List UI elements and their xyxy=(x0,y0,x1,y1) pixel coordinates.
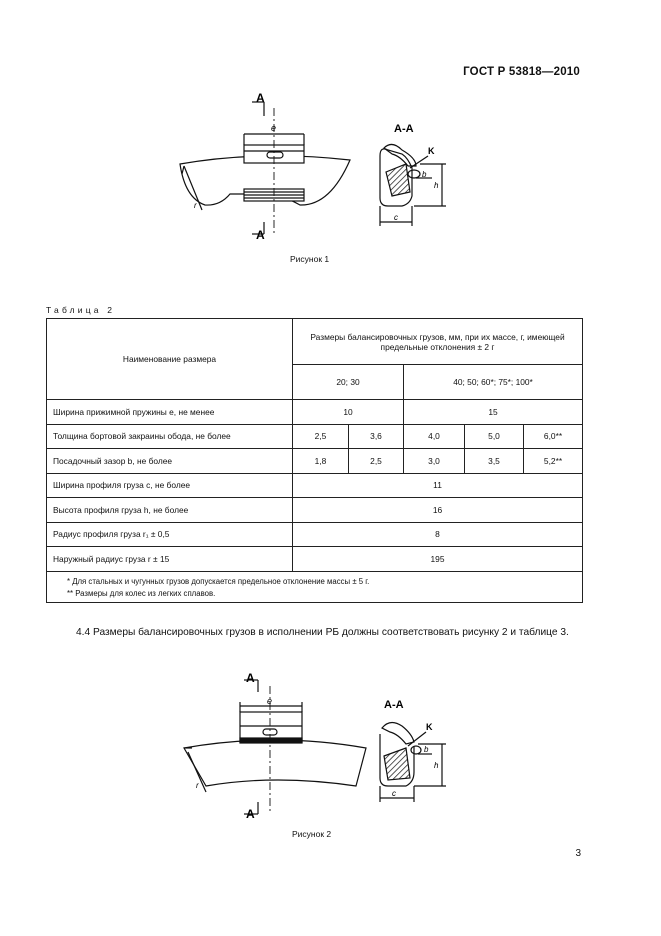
cell: 2,5 xyxy=(349,449,404,474)
dim-e-label: е xyxy=(267,696,273,706)
section-marker-top: А xyxy=(256,91,265,105)
dim-r-label: r xyxy=(194,201,197,210)
dim-h-label: h xyxy=(434,181,439,190)
header-col2: 40; 50; 60*; 75*; 100* xyxy=(404,365,583,400)
row-name: Наружный радиус груза r ± 15 xyxy=(47,547,293,572)
figure-1-drawing xyxy=(170,88,470,248)
cell: 3,6 xyxy=(349,424,404,449)
footnote-2: ** Размеры для колес из легких сплавов. xyxy=(67,588,216,598)
cell: 15 xyxy=(404,400,583,425)
dim-c-label: с xyxy=(392,789,396,798)
row-name: Посадочный зазор b, не более xyxy=(47,449,293,474)
cell: 4,0 xyxy=(404,424,465,449)
cell: 3,0 xyxy=(404,449,465,474)
cell: 8 xyxy=(293,522,583,547)
header-name: Наименование размера xyxy=(47,319,293,400)
section-title: А-А xyxy=(394,123,414,135)
cell: 3,5 xyxy=(465,449,524,474)
table-row xyxy=(47,473,583,498)
header-group: Размеры балансировочных грузов, мм, при их массе, г, имеющей предельные отклонения ± 2 г xyxy=(293,319,583,365)
figure-2-drawing xyxy=(170,668,470,828)
table-row xyxy=(47,449,583,474)
section-marker-bottom: А xyxy=(246,807,255,821)
body-paragraph: 4.4 Размеры балансировочных грузов в исполнении РБ должны соответствовать рисунку 2 и таблице 3. xyxy=(76,627,569,638)
row-name: Ширина профиля груза с, не более xyxy=(47,473,293,498)
footnote-1: * Для стальных и чугунных грузов допускается предельное отклонение массы ± 5 г. xyxy=(67,576,370,586)
dim-r-label: r xyxy=(196,781,199,790)
cell: 5,0 xyxy=(465,424,524,449)
dim-h-label: h xyxy=(434,761,439,770)
row-name: Радиус профиля груза r₁ ± 0,5 xyxy=(47,522,293,547)
document-code: ГОСТ Р 53818—2010 xyxy=(463,66,580,78)
page-number: 3 xyxy=(575,848,581,859)
cell: 6,0** xyxy=(524,424,583,449)
section-marker-top: А xyxy=(246,671,255,685)
cell: 1,8 xyxy=(293,449,349,474)
table-row xyxy=(47,424,583,449)
figure-2-caption: Рисунок 2 xyxy=(292,829,332,839)
table-caption: Таблица 2 xyxy=(46,305,116,315)
table-row xyxy=(47,498,583,523)
header-col1: 20; 30 xyxy=(293,365,404,400)
cell: 2,5 xyxy=(293,424,349,449)
dim-b-label: b xyxy=(424,745,429,754)
cell: 11 xyxy=(293,473,583,498)
k-label: K xyxy=(426,722,433,732)
table-row xyxy=(47,522,583,547)
figure-1-caption: Рисунок 1 xyxy=(290,254,330,264)
row-name: Ширина прижимной пружины е, не менее xyxy=(47,400,293,425)
section-marker-bottom: А xyxy=(256,228,265,242)
dim-e-label: е xyxy=(271,123,277,133)
cell: 10 xyxy=(293,400,404,425)
table-row xyxy=(47,400,583,425)
dim-b-label: b xyxy=(422,170,427,179)
cell: 5,2** xyxy=(524,449,583,474)
cell: 195 xyxy=(293,547,583,572)
section-title: А-А xyxy=(384,699,404,711)
table-2 xyxy=(46,318,583,603)
dim-c-label: с xyxy=(394,213,398,222)
k-label: K xyxy=(428,146,435,156)
cell: 16 xyxy=(293,498,583,523)
table-footnotes xyxy=(47,571,583,602)
row-name: Толщина бортовой закраины обода, не более xyxy=(47,424,293,449)
table-row xyxy=(47,547,583,572)
row-name: Высота профиля груза h, не более xyxy=(47,498,293,523)
